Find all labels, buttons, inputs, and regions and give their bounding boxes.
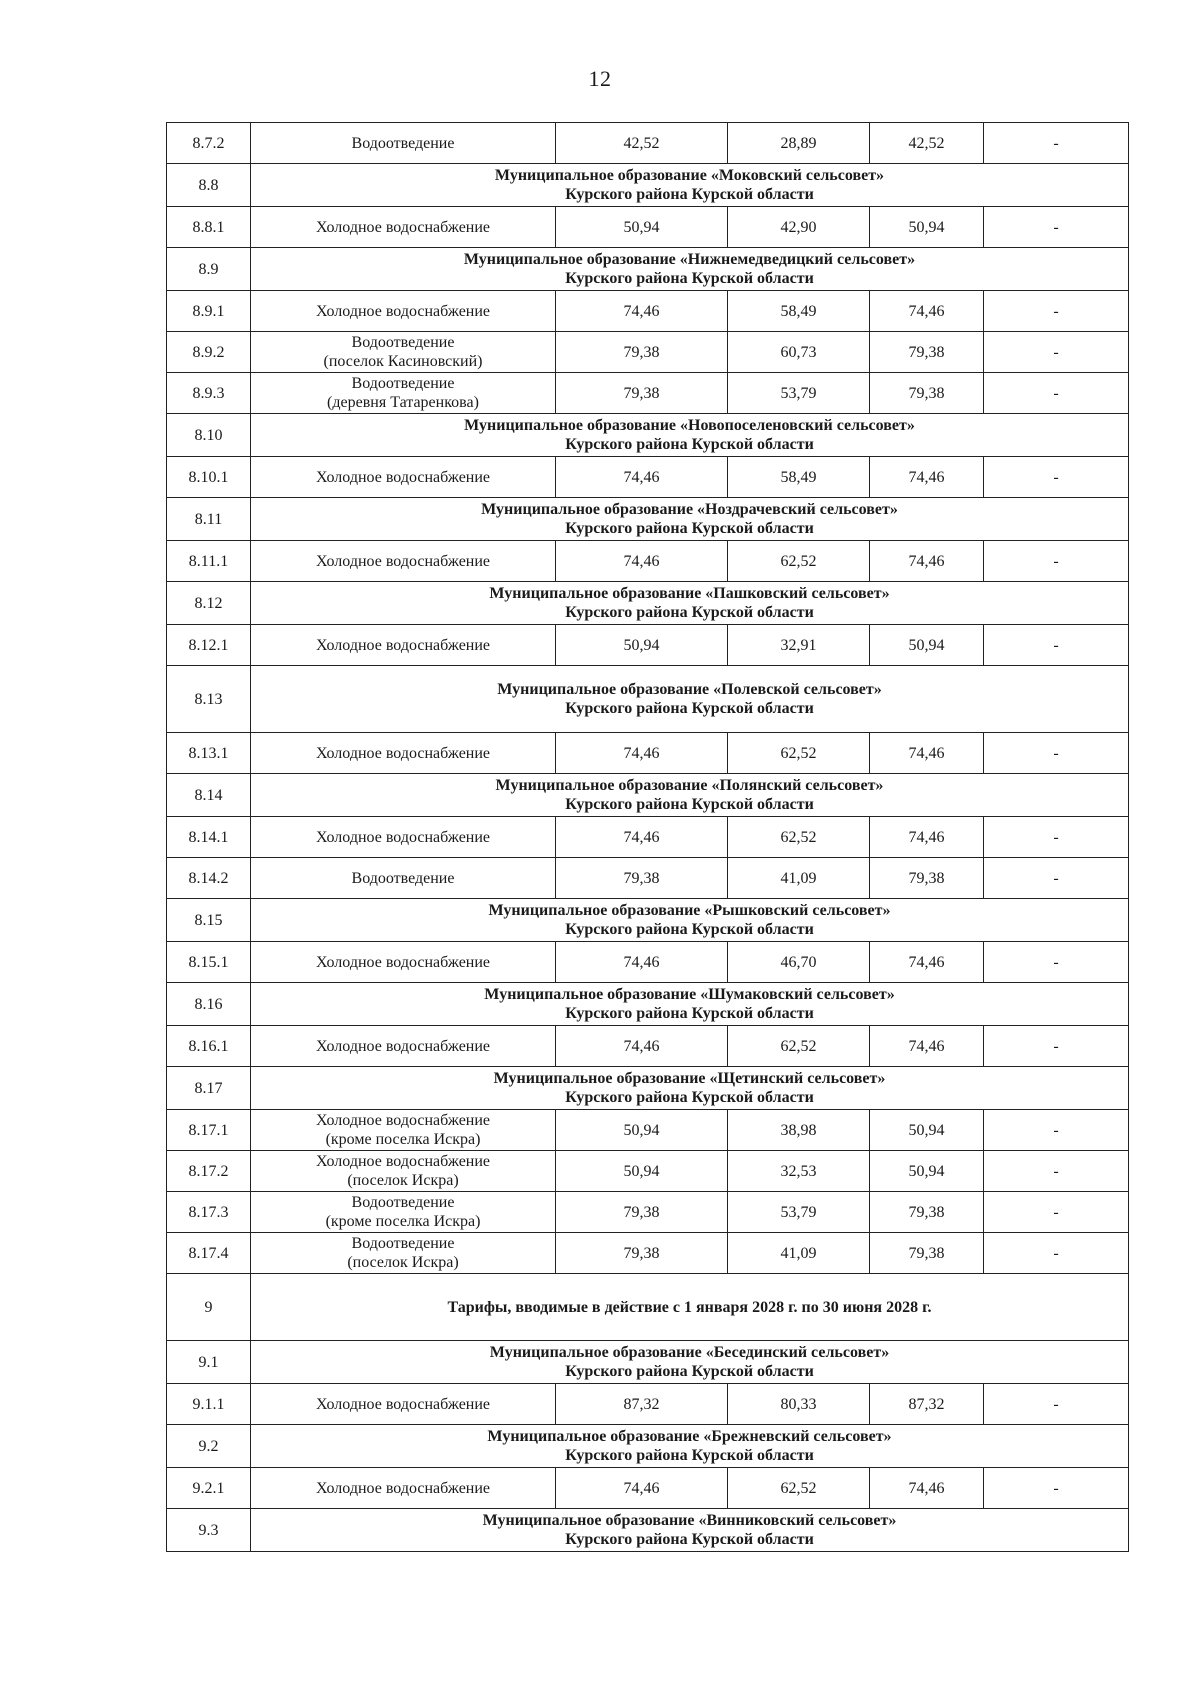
tariff-value-v3: 42,52 (870, 123, 984, 164)
table-row (167, 123, 1129, 164)
service-name-line: Водоотведение (351, 1235, 455, 1252)
row-number: 8.14 (167, 774, 251, 817)
municipality-title (251, 1067, 1129, 1110)
row-number: 8.11 (167, 498, 251, 541)
title-line: Курского района Курской области (565, 1447, 814, 1464)
municipality-title (251, 414, 1129, 457)
service-name (251, 858, 556, 899)
table-row (167, 457, 1129, 498)
tariff-value-v4: - (984, 733, 1129, 774)
service-name-line: (деревня Татаренкова) (327, 394, 479, 411)
table-row (167, 332, 1129, 373)
title-line: Тарифы, вводимые в действие с 1 января 2028 г. по 30 июня 2028 г. (447, 1298, 932, 1316)
section-header-row (167, 164, 1129, 207)
tariff-value-v4: - (984, 373, 1129, 414)
row-number: 9.2 (167, 1425, 251, 1468)
tariff-value-v3: 79,38 (870, 373, 984, 414)
service-name (251, 942, 556, 983)
tariff-value-v4: - (984, 625, 1129, 666)
title-line: Курского района Курской области (565, 1531, 814, 1548)
tariff-value-v1: 74,46 (556, 1468, 728, 1509)
tariff-value-v3: 74,46 (870, 291, 984, 332)
title-line: Муниципальное образование «Бесединский сельсовет» (489, 1344, 890, 1361)
service-name-line: (поселок Искра) (347, 1254, 459, 1271)
municipality-title (251, 1341, 1129, 1384)
service-name-line: (поселок Касиновский) (323, 353, 483, 370)
tariff-value-v2: 41,09 (728, 1233, 870, 1274)
tariff-value-v2: 58,49 (728, 457, 870, 498)
tariff-value-v1: 74,46 (556, 733, 728, 774)
tariff-value-v3: 79,38 (870, 1233, 984, 1274)
row-number: 8.14.2 (167, 858, 251, 899)
row-number: 8.17.1 (167, 1110, 251, 1151)
tariff-value-v3: 74,46 (870, 541, 984, 582)
service-name (251, 625, 556, 666)
row-number: 8.9.1 (167, 291, 251, 332)
service-name-line: (кроме поселка Искра) (325, 1213, 481, 1230)
tariff-value-v2: 80,33 (728, 1384, 870, 1425)
service-name (251, 817, 556, 858)
service-name-line: Холодное водоснабжение (315, 744, 491, 762)
tariff-value-v2: 46,70 (728, 942, 870, 983)
row-number: 9.2.1 (167, 1468, 251, 1509)
tariff-value-v3: 50,94 (870, 207, 984, 248)
tariff-value-v2: 62,52 (728, 1468, 870, 1509)
service-name-line: Водоотведение (351, 375, 455, 392)
service-name (251, 733, 556, 774)
tariff-value-v3: 79,38 (870, 1192, 984, 1233)
tariff-value-v4: - (984, 1233, 1129, 1274)
row-number: 8.13.1 (167, 733, 251, 774)
service-name-line: Холодное водоснабжение (315, 1153, 491, 1170)
service-name-line: Холодное водоснабжение (315, 953, 491, 971)
tariff-value-v2: 41,09 (728, 858, 870, 899)
row-number: 8.10.1 (167, 457, 251, 498)
table-row (167, 817, 1129, 858)
title-line: Муниципальное образование «Рышковский сельсовет» (488, 902, 891, 919)
tariff-value-v3: 50,94 (870, 625, 984, 666)
section-header-row (167, 1067, 1129, 1110)
service-name-line: Холодное водоснабжение (315, 218, 491, 236)
section-header-row (167, 774, 1129, 817)
tariff-table (166, 122, 1129, 1552)
title-line: Курского района Курской области (565, 186, 814, 203)
row-number: 8.16 (167, 983, 251, 1026)
tariff-value-v2: 32,91 (728, 625, 870, 666)
table-row (167, 541, 1129, 582)
tariff-value-v3: 50,94 (870, 1110, 984, 1151)
section-header-row (167, 1509, 1129, 1552)
row-number: 8.7.2 (167, 123, 251, 164)
tariff-value-v1: 42,52 (556, 123, 728, 164)
table-row (167, 1468, 1129, 1509)
row-number: 8.17.2 (167, 1151, 251, 1192)
tariff-value-v1: 74,46 (556, 457, 728, 498)
service-name (251, 1026, 556, 1067)
row-number: 8.15 (167, 899, 251, 942)
tariff-table-body (167, 123, 1129, 1552)
row-number: 8.9.3 (167, 373, 251, 414)
service-name-line: Водоотведение (351, 134, 455, 152)
row-number: 8.14.1 (167, 817, 251, 858)
tariff-value-v4: - (984, 332, 1129, 373)
tariff-value-v4: - (984, 207, 1129, 248)
tariff-value-v1: 50,94 (556, 1151, 728, 1192)
municipality-title (251, 666, 1129, 733)
row-number: 8.13 (167, 666, 251, 733)
section-header-row (167, 248, 1129, 291)
tariff-value-v2: 32,53 (728, 1151, 870, 1192)
row-number: 9 (167, 1274, 251, 1341)
tariff-value-v2: 62,52 (728, 817, 870, 858)
tariff-value-v2: 42,90 (728, 207, 870, 248)
tariff-value-v2: 58,49 (728, 291, 870, 332)
service-name-line: Холодное водоснабжение (315, 828, 491, 846)
row-number: 9.1 (167, 1341, 251, 1384)
row-number: 8.12.1 (167, 625, 251, 666)
service-name (251, 1192, 556, 1233)
tariff-value-v1: 74,46 (556, 817, 728, 858)
municipality-title (251, 164, 1129, 207)
tariff-value-v4: - (984, 541, 1129, 582)
service-name-line: Холодное водоснабжение (315, 1395, 491, 1413)
table-row (167, 1151, 1129, 1192)
tariff-value-v2: 62,52 (728, 541, 870, 582)
row-number: 8.17.3 (167, 1192, 251, 1233)
tariff-value-v1: 79,38 (556, 332, 728, 373)
section-header-row (167, 1425, 1129, 1468)
row-number: 8.12 (167, 582, 251, 625)
service-name-line: Холодное водоснабжение (315, 468, 491, 486)
service-name-line: Холодное водоснабжение (315, 552, 491, 570)
tariff-value-v4: - (984, 1110, 1129, 1151)
service-name (251, 373, 556, 414)
tariff-value-v1: 74,46 (556, 942, 728, 983)
tariff-value-v3: 87,32 (870, 1384, 984, 1425)
tariff-value-v2: 62,52 (728, 733, 870, 774)
service-name-line: (кроме поселка Искра) (325, 1131, 481, 1148)
section-header-row (167, 582, 1129, 625)
service-name (251, 332, 556, 373)
municipality-title (251, 1509, 1129, 1552)
title-line: Муниципальное образование «Моковский сельсовет» (494, 167, 885, 184)
service-name-line: Холодное водоснабжение (315, 1037, 491, 1055)
tariff-value-v3: 74,46 (870, 1468, 984, 1509)
tariff-value-v2: 60,73 (728, 332, 870, 373)
service-name-line: Водоотведение (351, 1194, 455, 1211)
title-line: Курского района Курской области (565, 1089, 814, 1106)
service-name-line: (поселок Искра) (347, 1172, 459, 1189)
section-header-row (167, 414, 1129, 457)
table-row (167, 207, 1129, 248)
row-number: 8.11.1 (167, 541, 251, 582)
tariff-value-v4: - (984, 1151, 1129, 1192)
title-line: Курского района Курской области (565, 436, 814, 453)
row-number: 8.9 (167, 248, 251, 291)
service-name (251, 1384, 556, 1425)
tariff-value-v1: 79,38 (556, 1192, 728, 1233)
row-number: 9.1.1 (167, 1384, 251, 1425)
table-row (167, 858, 1129, 899)
tariff-value-v4: - (984, 942, 1129, 983)
table-row (167, 1384, 1129, 1425)
tariff-value-v2: 38,98 (728, 1110, 870, 1151)
row-number: 9.3 (167, 1509, 251, 1552)
table-row (167, 1110, 1129, 1151)
municipality-title (251, 1425, 1129, 1468)
tariff-value-v2: 53,79 (728, 1192, 870, 1233)
tariff-value-v1: 74,46 (556, 541, 728, 582)
tariff-value-v3: 79,38 (870, 332, 984, 373)
tariff-value-v1: 79,38 (556, 858, 728, 899)
table-row (167, 942, 1129, 983)
service-name-line: Водоотведение (351, 869, 455, 887)
page-number: 12 (588, 66, 612, 91)
title-line: Муниципальное образование «Полянский сельсовет» (495, 777, 884, 794)
service-name (251, 207, 556, 248)
tariff-value-v3: 74,46 (870, 1026, 984, 1067)
service-name (251, 457, 556, 498)
service-name (251, 1110, 556, 1151)
title-line: Курского района Курской области (565, 700, 814, 717)
tariff-value-v1: 79,38 (556, 1233, 728, 1274)
tariff-value-v3: 74,46 (870, 457, 984, 498)
service-name (251, 291, 556, 332)
section-header-row (167, 666, 1129, 733)
municipality-title (251, 774, 1129, 817)
tariff-value-v1: 74,46 (556, 291, 728, 332)
title-line: Муниципальное образование «Новопоселеновский сельсовет» (464, 417, 915, 434)
section-header-row (167, 983, 1129, 1026)
service-name (251, 1151, 556, 1192)
tariff-value-v3: 50,94 (870, 1151, 984, 1192)
tariff-value-v2: 62,52 (728, 1026, 870, 1067)
period-header-row (167, 1274, 1129, 1341)
table-row (167, 625, 1129, 666)
title-line: Муниципальное образование «Полевской сельсовет» (497, 681, 882, 698)
tariff-value-v1: 87,32 (556, 1384, 728, 1425)
row-number: 8.15.1 (167, 942, 251, 983)
title-line: Муниципальное образование «Ноздрачевский сельсовет» (481, 501, 898, 518)
row-number: 8.8.1 (167, 207, 251, 248)
row-number: 8.9.2 (167, 332, 251, 373)
section-header-row (167, 1341, 1129, 1384)
title-line: Муниципальное образование «Нижнемедведицкий сельсовет» (463, 251, 916, 268)
title-line: Курского района Курской области (565, 270, 814, 287)
row-number: 8.16.1 (167, 1026, 251, 1067)
tariff-value-v1: 74,46 (556, 1026, 728, 1067)
tariff-value-v3: 79,38 (870, 858, 984, 899)
title-line: Муниципальное образование «Шумаковский сельсовет» (484, 986, 895, 1003)
tariff-value-v4: - (984, 1384, 1129, 1425)
municipality-title (251, 498, 1129, 541)
period-title (251, 1274, 1129, 1341)
tariff-value-v3: 74,46 (870, 942, 984, 983)
row-number: 8.17.4 (167, 1233, 251, 1274)
row-number: 8.17 (167, 1067, 251, 1110)
title-line: Муниципальное образование «Пашковский сельсовет» (489, 585, 890, 602)
tariff-value-v1: 50,94 (556, 207, 728, 248)
tariff-value-v4: - (984, 1468, 1129, 1509)
tariff-value-v1: 50,94 (556, 1110, 728, 1151)
tariff-value-v4: - (984, 123, 1129, 164)
tariff-value-v1: 50,94 (556, 625, 728, 666)
service-name-line: Холодное водоснабжение (315, 302, 491, 320)
table-row (167, 373, 1129, 414)
section-header-row (167, 498, 1129, 541)
service-name (251, 541, 556, 582)
title-line: Муниципальное образование «Винниковский сельсовет» (482, 1512, 897, 1529)
table-row (167, 291, 1129, 332)
tariff-value-v2: 53,79 (728, 373, 870, 414)
row-number: 8.10 (167, 414, 251, 457)
table-row (167, 733, 1129, 774)
table-row (167, 1026, 1129, 1067)
municipality-title (251, 899, 1129, 942)
title-line: Курского района Курской области (565, 1363, 814, 1380)
service-name-line: Холодное водоснабжение (315, 1479, 491, 1497)
tariff-value-v4: - (984, 291, 1129, 332)
municipality-title (251, 248, 1129, 291)
tariff-value-v4: - (984, 817, 1129, 858)
title-line: Курского района Курской области (565, 921, 814, 938)
tariff-value-v4: - (984, 457, 1129, 498)
service-name (251, 123, 556, 164)
row-number: 8.8 (167, 164, 251, 207)
tariff-value-v2: 28,89 (728, 123, 870, 164)
title-line: Курского района Курской области (565, 1005, 814, 1022)
tariff-value-v4: - (984, 1192, 1129, 1233)
tariff-value-v4: - (984, 1026, 1129, 1067)
table-row (167, 1192, 1129, 1233)
tariff-value-v4: - (984, 858, 1129, 899)
service-name (251, 1233, 556, 1274)
service-name-line: Водоотведение (351, 334, 455, 351)
section-header-row (167, 899, 1129, 942)
table-row (167, 1233, 1129, 1274)
municipality-title (251, 582, 1129, 625)
municipality-title (251, 983, 1129, 1026)
tariff-value-v3: 74,46 (870, 817, 984, 858)
service-name-line: Холодное водоснабжение (315, 1112, 491, 1129)
title-line: Курского района Курской области (565, 604, 814, 621)
title-line: Курского района Курской области (565, 520, 814, 537)
service-name (251, 1468, 556, 1509)
title-line: Муниципальное образование «Щетинский сельсовет» (493, 1070, 886, 1087)
tariff-value-v1: 79,38 (556, 373, 728, 414)
title-line: Муниципальное образование «Брежневский сельсовет» (487, 1428, 892, 1445)
title-line: Курского района Курской области (565, 796, 814, 813)
service-name-line: Холодное водоснабжение (315, 636, 491, 654)
tariff-value-v3: 74,46 (870, 733, 984, 774)
